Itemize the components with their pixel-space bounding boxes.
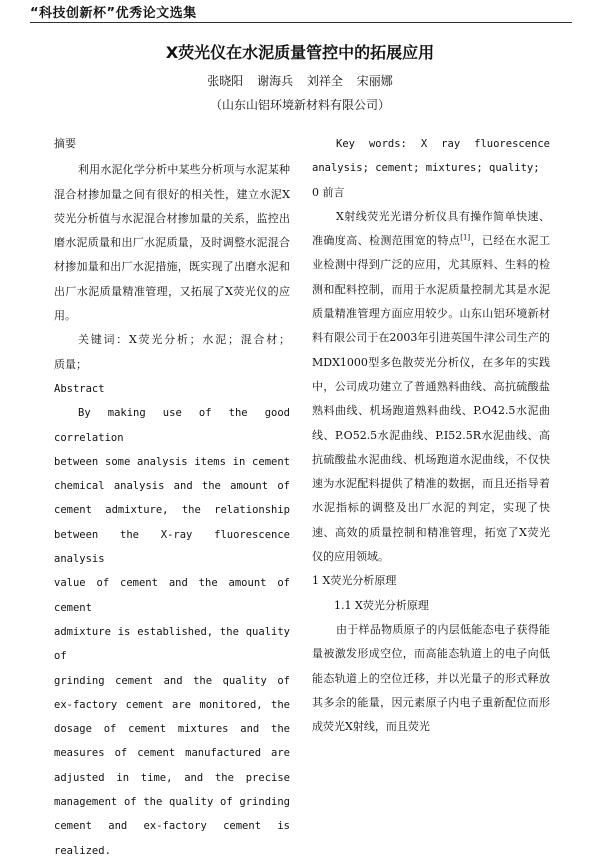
author: 刘祥全 [306,74,343,88]
author: 张晓阳 [207,74,244,88]
abstract-en-line: admixture is established, the quality of [54,625,290,663]
abstract-en-line: grinding cement and the quality of [54,674,290,687]
section-0-text: X射线荧光光谱分析仪具有操作简单快速、准确度高、检测范围宽的特点 [312,209,550,248]
abstract-en-line: By making use of the good correlation [54,407,290,444]
keywords-en [312,132,550,181]
abstract-en-line: chemical analysis and the amount of [54,480,290,493]
affiliation: （山东山铝环境新材料有限公司） [209,98,390,112]
abstract-en-body [54,401,290,863]
section-1-1-heading: 1.1 X荧光分析原理 [334,598,429,612]
paper-title: X荧光仪在水泥质量管控中的拓展应用 [165,43,435,62]
abstract-cn-body: 利用水泥化学分析中某些分析项与水泥某种混合材掺加量之间有很好的相关性，建立水泥X荧光分析值与水泥混合材掺加量的关系，监控出磨水泥质量和出厂水泥质量，及时调整水泥混合材掺加量和出厂水泥措施，既实现了出磨水泥和出厂水泥质量精准管理，又拓展了X荧光仪的应用。 [54,163,290,323]
keywords-en-line2: analysis; cement; mixtures; quality; [312,162,540,175]
citation-ref: [1] [460,233,471,242]
abstract-en-line: dosage of cement mixtures and the [54,723,290,736]
left-column [54,132,290,863]
abstract-en-line: value of cement and the amount of cement [54,577,290,614]
author: 宋丽娜 [356,74,393,88]
section-1-heading: 1 X荧光分析原理 [312,574,397,588]
abstract-cn-heading: 摘要 [54,137,76,150]
section-0-heading: 0 前言 [312,185,345,199]
keywords-cn-line1: 关键词：X荧光分析；水泥；混合材； [78,333,290,347]
section-1-1-body: 由于样品物质原子的内层低能态电子获得能量被激发形成空位，而高能态轨道上的电子向低能态轨道上的空位迁移，并以光量子的形式释放其多余的能量，因元素原子内电子重新配位而形成荧光X射线，而且荧光 [312,622,550,734]
header-rule [30,22,572,23]
abstract-en-line: measures of cement manufactured are [54,747,290,760]
abstract-en-line: realized. [54,844,111,857]
keywords-en-line1: Key words: X ray fluorescence [336,138,550,150]
section-0-body [312,205,550,569]
journal-header: “科技创新杯”优秀论文选集 [30,6,197,21]
section-0-text-cont: ，已经在水泥工业检测中得到广泛的应用，尤其原料、生料的检测和配料控制，而用于水泥质量控制尤其是水泥质量精准管理方面应用较少。山东山铝环境新材料有限公司于在2003年引进英国牛津公司生产的MDX1000型多色散荧光分析仪，在多年的实践中，公司成功建立了普通熟料曲线、高抗硫酸盐熟料曲线、机场跑道熟料曲线、P.O42.5水泥曲线、P.O52.5水泥曲线、P.I52.5R水泥曲线、高抗硫酸盐水泥曲线、机场跑道水泥曲线，不仅快速为水泥配料提供了精准的数据，而且还指导着水泥指标的调整及出厂水泥的判定，实现了快速、高效的质量控制和精准管理，拓宽了X荧光仪的应用领域。 [312,234,550,564]
author-list [0,72,600,89]
abstract-en-line: between the X-ray fluorescence analysis [54,528,290,566]
abstract-en-line: cement admixture, the relationship [54,504,290,517]
author: 谢海兵 [257,74,294,88]
abstract-en-line: management of the quality of grinding [54,796,290,809]
right-column [312,132,550,739]
abstract-en-line: between some analysis items in cement [54,455,290,468]
abstract-en-line: adjusted in time, and the precise [54,771,290,784]
abstract-en-line: cement and ex-factory cement is [54,820,290,833]
keywords-cn-line2: 质量； [54,357,87,371]
abstract-en-line: ex-factory cement are monitored, the [54,698,290,711]
abstract-en-heading: Abstract [54,382,105,395]
